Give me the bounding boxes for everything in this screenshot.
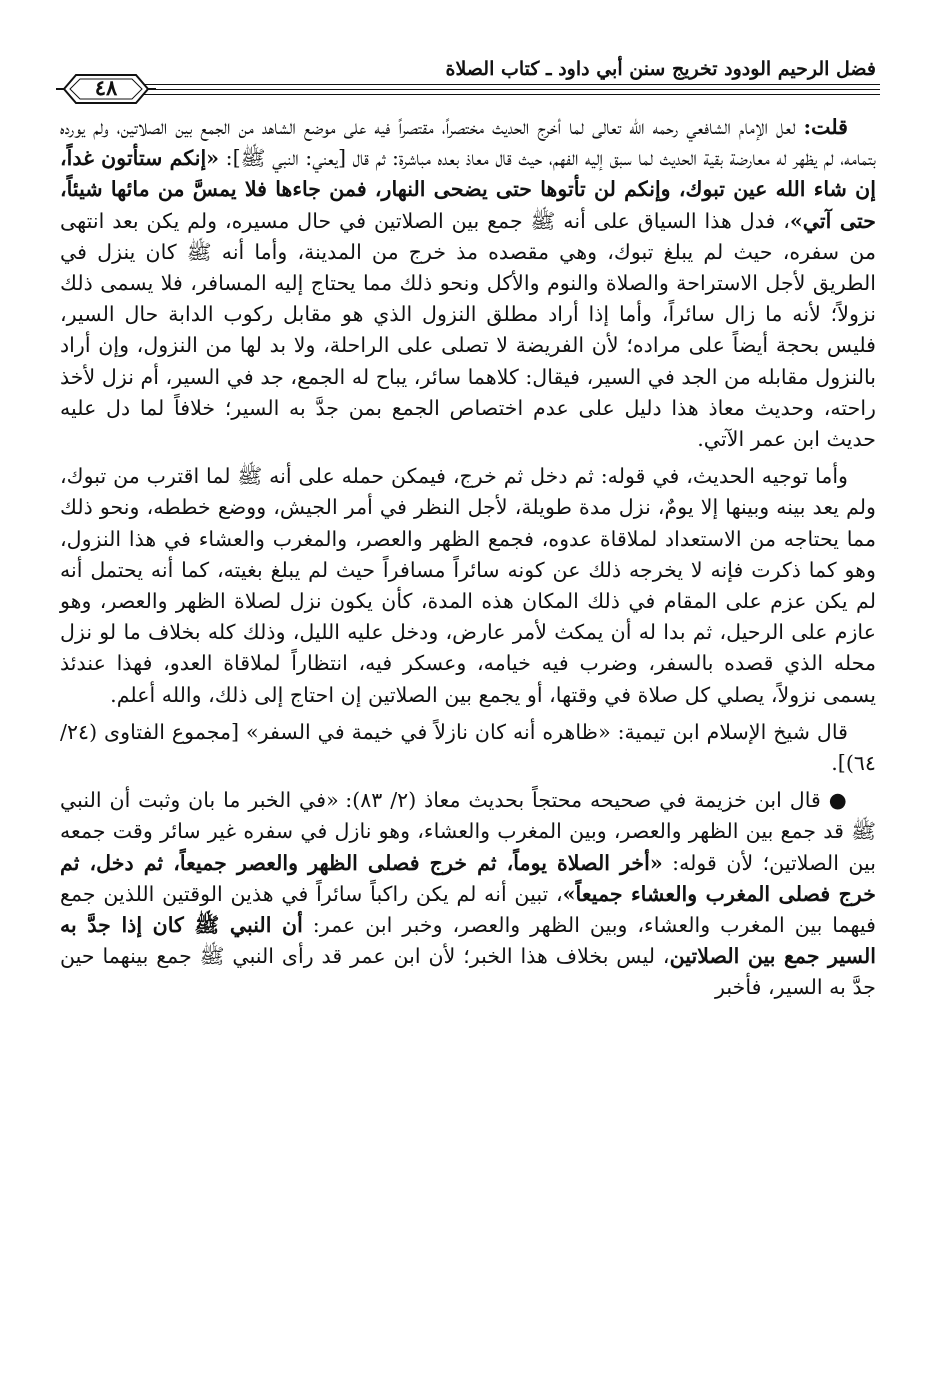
- page-header: [56, 52, 880, 102]
- paragraph-text: ، فدل هذا السياق على أنه ﷺ جمع بين الصلاتين في حال مسيره، ولم يكن بعد انتهى من سفره، حيث لم يبلغ تبوك، وهي مقصده مذ خرج من المدينة، وأما أنه ﷺ كان ينزل في الطريق لأجل الاستراحة والصلاة والنوم والأكل ونحو ذلك مما يحتاج إليه المسافر، فلا يسمى ذلك نزولاً؛ لأنه ما زال سائراً، وأما إذا أراد مطلق النزول الذي هو مقابل ركوب الدابة حال السير، فليس بحجة أيضاً على مراده؛ لأن الفريضة لا تصلى على الراحلة، ولا بد لها من النزول، وإن أراد بالنزول مقابله من الجد في السير، فيقال: كلاهما سائر، يباح له الجمع، جد في السير، أم نزل لأخذ راحته، وحديث معاذ هذا دليل على عدم اختصاص الجمع بمن جدَّ به السير؛ خلافاً لما دل عليه حديث ابن عمر الآتي.: [60, 208, 876, 452]
- paragraph-text: قال ابن خزيمة في صحيحه محتجاً بحديث معاذ (٢/ ٨٣): «في الخبر ما بان وثبت أن النبي ﷺ قد جمع بين الظهر والعصر، وبين المغرب والعشاء، وهو نازل في سفره غير سائر وقت جمعه بين الصلاتين؛ لأن قوله:: [60, 788, 876, 875]
- paragraph: [60, 785, 876, 1003]
- hadith-quote: أن النبي ﷺ كان إذا جدَّ به السير جمع بين الصلاتين: [60, 913, 876, 969]
- paragraph: [60, 112, 876, 455]
- running-title: فضل الرحيم الودود تخريج سنن أبي داود ـ كتاب الصلاة: [445, 58, 876, 80]
- page-body: [60, 112, 876, 1010]
- paragraph-text: ، تبين أنه لم يكن راكباً سائراً في هذين الوقتين اللذين جمع فيهما بين المغرب والعشاء، وبين الظهر والعصر، وخبر ابن عمر:: [60, 881, 876, 938]
- paragraph: قال شيخ الإسلام ابن تيمية: «ظاهره أنه كان نازلاً في خيمة في السفر» [مجموع الفتاوى (٢٤/ ٦٤)].: [60, 719, 876, 776]
- header-rule: [140, 89, 880, 90]
- header-rule: [140, 94, 880, 95]
- paragraph-text: لعل الإمام الشافعي رحمه الله تعالى لما أخرج الحديث مختصراً، مقتصراً فيه على موضع الشاهد من الجمع بين الصلاتين، ولم يورده بتمامه، لم يظهر له معارضة بقية الحديث لما سبق إليه الفهم، حيث قال معاذ بعده مباشرة: ثم قال [يعني: النبي ﷺ]:: [60, 115, 876, 171]
- page-number: ٤٨: [94, 75, 118, 100]
- page-number-ornament: [56, 72, 156, 106]
- hadith-quote: «إنكم ستأتون غداً، إن شاء الله عين تبوك، وإنكم لن تأتوها حتى يضحى النهار، فمن جاءها فلا يمسَّ من مائها شيئاً، حتى آتي»: [60, 146, 876, 233]
- paragraph: وأما توجيه الحديث، في قوله: ثم دخل ثم خرج، فيمكن حمله على أنه ﷺ لما اقترب من تبوك، ولم يعد بينه وبينها إلا يومٌ، نزل مدة طويلة، لأجل النظر في أمر الجيش، ووضع خططه، ونحو ذلك مما يحتاجه من الاستعداد لملاقاة عدوه، فجمع الظهر والعصر، والمغرب والعشاء في هذا النزول، وهو كما ذكرت فإنه لا يخرجه ذلك عن كونه سائراً مسافراً حيث لم يبلغ بغيته، كما أنه يحتمل أنه لم يكن عزم على المقام في ذلك المكان هذه المدة، كأن يكون نزل لصلاة الظهر والعصر، وهو عازم على الرحيل، ثم بدا له أن يمكث لأمر عارض، ودخل عليه الليل، وذلك كله بخلاف ما لو نزل محله الذي قصده بالسفر، وضرب فيه خيامه، وعسكر فيه، انتظاراً لملاقاة العدو، فهذا عندئذ يسمى نزولاً، يصلي كل صلاة في وقتها، أو يجمع بين الصلاتين إن احتاج إلى ذلك، والله أعلم.: [60, 464, 876, 707]
- bullet-mark: ●: [828, 788, 848, 813]
- hadith-quote: «أخر الصلاة يوماً، ثم خرج فصلى الظهر والعصر جميعاً، ثم دخل، ثم خرج فصلى المغرب والعشاء جميعاً»: [60, 850, 876, 906]
- header-rule: [140, 84, 880, 85]
- paragraph-text: ، ليس بخلاف هذا الخبر؛ لأن ابن عمر قد رأى النبي ﷺ جمع بينهما حين جدَّ به السير، فأخبر: [60, 944, 876, 1000]
- paragraph-lead: قلت:: [803, 115, 848, 139]
